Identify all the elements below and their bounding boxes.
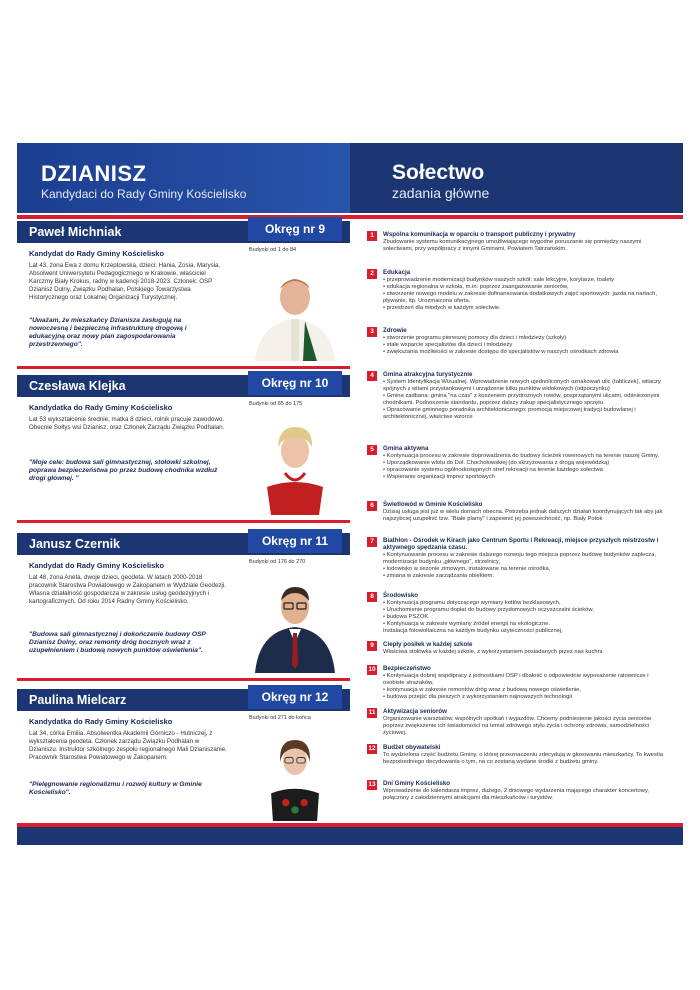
task-line: • Kontynuowanie procesu w zakresie dalszego rozwoju tego miejsca poprzez budowę budynków zaplecza, modernizacje budynku „głównego", strzelnicy, (383, 552, 657, 565)
candidate-photo (245, 415, 345, 515)
task-body (383, 649, 663, 656)
task-title: Bezpieczeństwo (383, 665, 431, 672)
task-body (383, 552, 663, 580)
task-body (383, 379, 663, 421)
card-divider (17, 678, 350, 681)
task-number: 1 (367, 231, 377, 241)
task-line: • przestrzeń dla młodych w każdym sołectwie. (383, 304, 501, 311)
solectwo-subtitle: zadania główne (392, 185, 490, 201)
task-line: • lodowisko w sezonie zimowym, instalowane na terenie ośrodka, (383, 566, 551, 572)
card-divider (17, 520, 350, 523)
task-number: 11 (368, 709, 376, 716)
task-body (383, 509, 663, 523)
task-line: • Kontynuacja procesu w zakresie doprowadzenia do budowy ścieżek rowerowych na terenie naszej Gminy. (383, 452, 660, 459)
page-footer-bar (17, 827, 683, 845)
header-left-panel (17, 143, 350, 213)
task-line: • Kontynuacja w zakresie wymiany źródeł energii na ekologiczne. (383, 620, 551, 627)
candidate-quote: "Pielęgnowanie regionalizmu i rozwój kultury w Gminie Kościelisko". (29, 781, 202, 796)
task-line: • Uporządkowanie wlotu do Dol. Chochołowskiej (do skrzyżowania z drogą wojewódzką) (383, 459, 610, 466)
leaflet-page (17, 143, 683, 845)
task-body (383, 335, 663, 356)
task-number: 2 (367, 269, 377, 279)
card-divider (17, 366, 350, 369)
task-line: • stałe wsparcie specjalistów dla dzieci i młodzieży (383, 341, 513, 348)
task-number: 10 (368, 666, 376, 673)
candidate-quote: "Budowa sali gimnastycznej i dokończenie budowy OSP Dzianisz Dolny, oraz remonty dróg bocznych wraz z uzupełnieniem i budową nowych punktów oświetlenia". (29, 631, 206, 654)
task-line: Organizowanie warsztatów, wspólnych spotkań i wyjazdów. Chcemy podniesienie jakości życia seniorów poprzez zwiększenie ich świadomości na temat zdrowego stylu życia i ochrony zdrowia, samodzielności życiowej. (383, 715, 652, 736)
candidate-quote: "Moje cele: budowa sali gimnastycznej, stołówki szkolnej, poprawa bezpieczeństwa po przez budowę chodnika wzdłuż drogi głównej. " (29, 459, 218, 482)
task-line: • stworzenie programu pierwszej pomocy dla dzieci i młodzieży (szkoły) (383, 334, 567, 341)
task-line: Instalacja fotowoltaiczna na każdym budynku użyteczności publicznej, (383, 627, 563, 634)
task-title: Aktywizacja seniorów (383, 708, 447, 715)
task-body (383, 600, 663, 635)
district-buildings: Budynki od 271 do końca (249, 715, 311, 721)
task-line: • stworzenie nowego modelu w zakresie dofinansowania dodatkowych zajęć sportowych: jazda na nartach, pływanie, itp. Urozmaicona oferta. (383, 290, 657, 304)
candidate-card (17, 375, 350, 519)
solectwo-title: Sołectwo (392, 161, 485, 184)
task-line: • kontynuacja w zakresie remontów dróg wraz z budową nowego oświetlenie, (383, 686, 581, 693)
task-number: 4 (367, 371, 377, 381)
candidate-bio: Lat 34, córka Emilia. Absolwentka Akademii Górniczo - Hutniczej, z wykształcenia geodeta. Członek zarządu Związku Podhalan w Dzianiszu. Instruktor szkolnego zespołu regionalnego Mali Dzianiszanie. Pracownik Starostwa Powiatowego w Zakopanem. (29, 730, 227, 761)
task-body (383, 673, 663, 701)
candidate-bio: Lat 53 wykształcenie średnie, matka 8 dzieci, rolnik pracuje zawodowo. Obecnie Sołtys wsi Dzianisz, oraz Członek Zarządu Związku Podhalan. (29, 416, 225, 431)
task-number: 7 (367, 537, 377, 547)
task-title: Zdrowie (383, 327, 407, 334)
task-number: 6 (367, 501, 377, 511)
task-number: 3 (367, 327, 377, 337)
task-title: Środowisko (383, 592, 419, 599)
task-title: Dni Gminy Kościelisko (383, 780, 451, 787)
task-line: • budowa PSZOK (383, 613, 429, 620)
task-body (383, 716, 663, 737)
task-line: • opracowanie systemu ogólnodostępnych stref rekreacji na terenie każdego sołectwa (383, 466, 603, 473)
district-badge: Okręg nr 12 (248, 685, 342, 709)
task-body (383, 788, 663, 802)
candidate-name: Janusz Czernik (29, 537, 121, 551)
district-buildings: Budynki od 85 do 175 (249, 401, 303, 407)
candidate-role: Kandydat do Rady Gminy Kościelisko (29, 249, 165, 258)
task-title: Wspólna komunikacja w oparciu o transport publiczny i prywatny (383, 231, 576, 238)
task-line: Zbudowanie systemu komunikacyjnego umożliwiającego wygodne poruszanie się pomiędzy naszymi sołectwami, przy współpracy z innymi Gminami, Powiatem Tatrzańskim. (383, 238, 642, 252)
task-number: 12 (368, 745, 376, 752)
district-buildings: Budynki od 176 do 270 (249, 559, 306, 565)
task-line: • zmiana w zakresie zarządzania obiektem. (383, 573, 494, 579)
task-title: Gmina atrakcyjna turystycznie (383, 371, 473, 378)
candidate-name: Paweł Michniak (29, 225, 122, 239)
task-number: 13 (368, 781, 376, 788)
task-line: • Opracowanie gminnego poradnika architektonicznego: promocja miejscowej tradycji budowlanej i architektonicznej, właściwe wzorce (383, 406, 636, 420)
candidate-photo (245, 729, 345, 821)
candidate-bio: Lat 48, żona Aneta, dwoje dzieci, geodeta. W latach 2000-2018 pracownik Starostwa Powiatowego w Zakopanem w Wydziale Geodezji. Własna działalność gospodarcza w zakresie usług geodezyjnych i kartograficznych. Od roku 2014 Radny Gminy Kościelisko. (29, 574, 227, 605)
task-line: To wydzielona część budżetu Gminy, o której przeznaczeniu zdecydują w głosowaniu mieszkańcy. To kwestia bezpośredniego decydowania o tym, na co zostaną wydane środki z budżetu gminy. (383, 751, 663, 765)
task-body (383, 752, 663, 766)
village-title: DZIANISZ (41, 161, 147, 186)
header-stripe (17, 213, 683, 219)
task-line: • Kontynuacja dobrej współpracy z jednostkami OSP i dbałość o odpowiednie wyposażenie ratownicze i osobiste strażaków, (383, 672, 649, 686)
candidate-card (17, 533, 350, 677)
task-line: • Uruchomienie programu dopłat do budowy przydomowych oczyszczalni ścieków, (383, 606, 594, 613)
page-header (17, 143, 683, 213)
village-subtitle: Kandydaci do Rady Gminy Kościelisko (41, 187, 247, 201)
task-title: Gmina aktywna (383, 445, 429, 452)
task-line: • Kontynuacja programu dotyczącego wymiany kotłów bezklasowych, (383, 599, 561, 606)
candidate-photo (245, 573, 345, 673)
candidate-role: Kandydat do Rady Gminy Kościelisko (29, 561, 165, 570)
task-title: Edukacja (383, 269, 411, 276)
candidate-role: Kandydatka do Rady Gminy Kościelisko (29, 403, 173, 412)
candidate-role: Kandydatka do Rady Gminy Kościelisko (29, 717, 173, 726)
task-number: 8 (367, 592, 377, 602)
district-badge: Okręg nr 10 (248, 371, 342, 395)
task-line: • Gmina zadbana: gmina "na czas" z koszeniem przydrożnych rowów, posprzątanymi ulicami, odśnieżonymi chodnikami. Podnoszenie standardu, poprzez dalszy zakup specjalistycznego sprzętu. (383, 392, 660, 406)
task-line: • Wspieranie organizacji imprez sportowych (383, 473, 495, 480)
task-title: Biathlon - Ośrodek w Kirach jako Centrum Sportu i Rekreacji, miejsce przyszłych mistrzostw i aktywnego spędzania czasu. (383, 537, 659, 552)
candidate-photo (245, 261, 345, 361)
candidate-card (17, 689, 350, 833)
task-line: • budowa przejść dla pieszych z wykorzystaniem najnowszych technologii (383, 693, 572, 700)
task-line: • przeprowadzenie modernizacji budynków naszych szkół: sale lekcyjne, korytarze, toalety (383, 276, 615, 283)
header-right-panel (350, 143, 683, 213)
task-number: 9 (367, 641, 377, 651)
task-title: Ciepły posiłek w każdej szkole (383, 641, 473, 648)
task-body (383, 453, 663, 481)
task-line: • edukacja regionalna w szkoła, m.in: poprzez zaangażowanie seniorów, (383, 283, 569, 290)
candidate-quote: "Uważam, że mieszkańcy Dzianisza zasługują na nowoczesną i bezpieczną infrastrukturę drogową i edukacyjną oraz nowy plan zagospodarowania przestrzennego". (29, 317, 187, 348)
district-badge: Okręg nr 9 (248, 217, 342, 241)
task-line: Właściwa stołówka w każdej szkole, z wykorzystaniem posiadanych przez nas kuchni. (383, 648, 604, 655)
candidate-card (17, 221, 350, 365)
task-title: Budżet obywatelski (383, 744, 441, 751)
task-body (383, 277, 663, 312)
district-buildings: Budynki od 1 do 84 (249, 247, 297, 253)
task-line: Wprowadzenie do kalendarza imprez, dużego, 2 dniowego wydarzenia mającego charakter koncertowy, połączony z całodziennymi atrakcjami dla mieszkańców i turystów. (383, 787, 650, 801)
task-title: Świetlowód w Gminie Kościelisko (383, 501, 483, 508)
district-badge: Okręg nr 11 (248, 529, 342, 553)
task-number: 5 (367, 445, 377, 455)
task-line: Dzisiaj usługa jest już w wielu domach obecna. Potrzeba jednak dalszych działań koordynujących tak aby jak najszybciej uzupełnić tzw. "Białe plamy" i zapewnić jej powszechność, np. Biały Potok (383, 508, 663, 522)
task-line: • zwiększania możliwości w zakresie dostępu do specjalistów w naszych ośrodkach zdrowia (383, 348, 619, 355)
task-line: • System Identyfikacja Wizualnej. Wprowadzenie nowych ujednoliconych oznakowań ulic (tabliczek), witaczy spójnych z witami przystankowymi i urządzenie kilku punktów widokowych (odpoczynku) (383, 378, 661, 392)
candidate-name: Paulina Mielcarz (29, 693, 127, 707)
candidate-name: Czesława Klejka (29, 379, 126, 393)
task-body (383, 239, 663, 253)
candidate-bio: Lat 43, żona Ewa z domu Krzeptowska, dzieci: Hania, Zosia, Marysia. Absolwent Uniwersytetu Pedagogicznego w Krakowie, właściciel Karczmy Biały Krokus, radny w kadencji 2018-2023. Członek: OSP Dzianisz Dolny, Związku Podhalan, Polskiego Towarzystwa Historycznego oraz Lokalnej Organizacji Turystycznej. (29, 262, 221, 301)
